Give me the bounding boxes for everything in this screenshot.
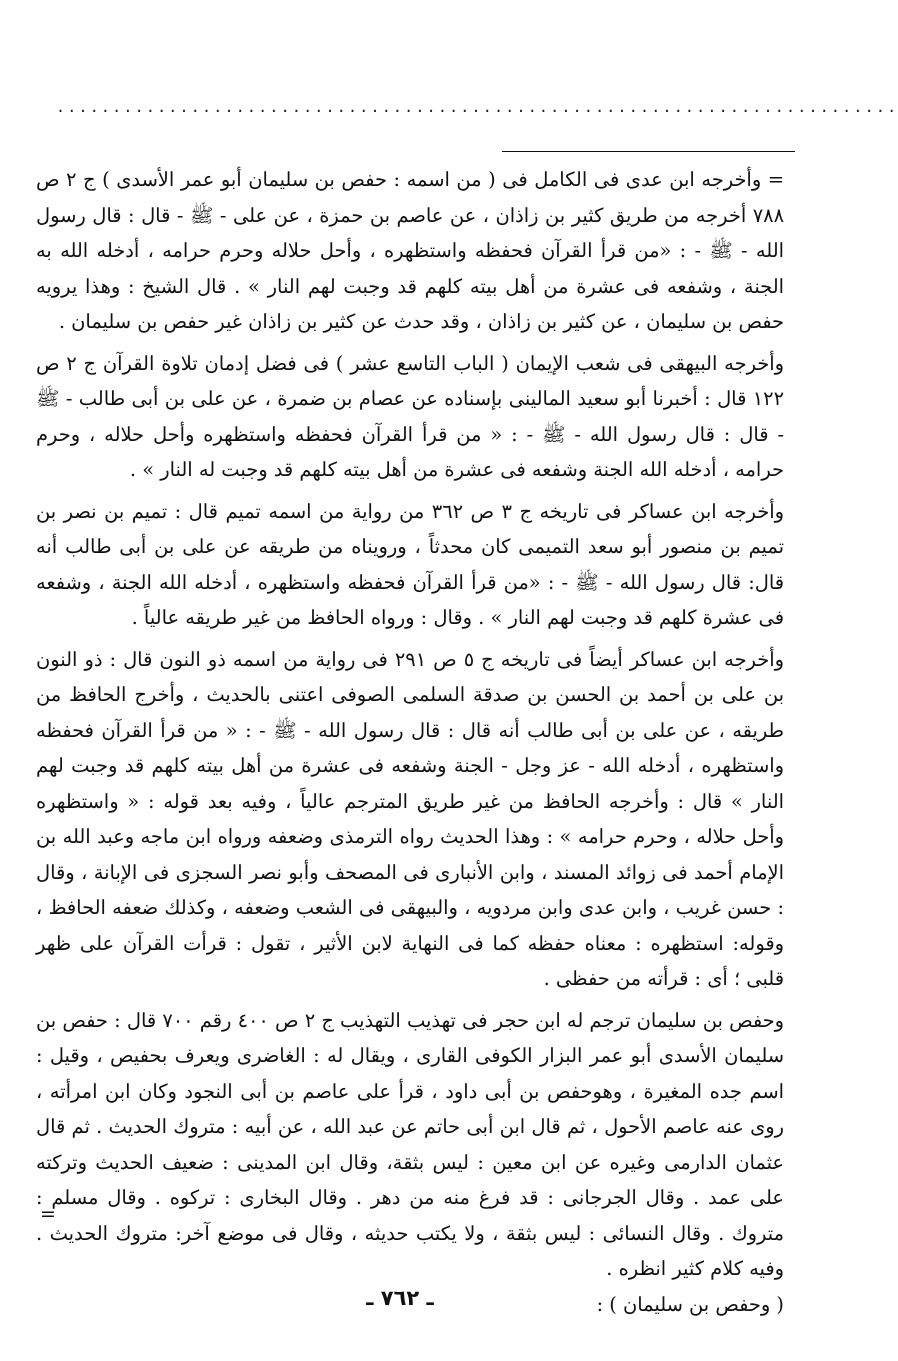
footnote-rule: [502, 151, 795, 152]
paragraph-ibn-adi: = وأخرجه ابن عدى فى الكامل فى ( من اسمه : حفص بن سليمان أبو عمر الأسدى ) ج ٢ ص ٧٨٨ أخرجه من طريق كثير بن زاذان ، عن عاصم بن حمزة ، عن على - ﷺ - قال : قال رسول الله - ﷺ - : «من قرأ القرآن فحفظه واستظهره ، وأحل حلاله وحرم حرامه ، أدخله الله به الجنة ، وشفعه فى عشرة من أهل بيته كلهم قد وجبت لهم النار » . قال الشيخ : وهذا يرويه حفص بن سليمان ، عن كثير بن زاذان ، وقد حدث عن كثير بن زاذان غير حفص بن سليمان .: [36, 168, 784, 333]
continuation-mark: =: [40, 1203, 56, 1225]
paragraph-bayhaqi: وأخرجه البيهقى فى شعب الإيمان ( الباب التاسع عشر ) فى فضل إدمان تلاوة القرآن ج ٢ ص ١٢٢ قال : أخبرنا أبو سعيد المالينى بإسناده عن عصام بن ضمرة ، عن على بن أبى طالب - ﷺ - قال : قال رسول الله - ﷺ - : « من قرأ القرآن فحفظه واستظهره وأحل حلاله ، وحرم حرامه ، أدخله الله الجنة وشفعه فى عشرة من أهل بيته كلهم قد وجبت له النار » .: [36, 351, 785, 481]
paragraph-ibn-asakir-1: وأخرجه ابن عساكر فى تاريخه ج ٣ ص ٣٦٢ من رواية من اسمه تميم قال : تميم بن نصر بن تميم بن منصور أبو سعد التميمى كان محدثاً ، ورويناه من طريقه عن على بن أبى طالب أنه قال: قال رسول الله - ﷺ - : «من قرأ القرآن فحفظه واستظهره ، أدخله الله الجنة ، وشفعه فى عشرة كلهم قد وجبت لهم النار » . وقال : ورواه الحافظ من غير طريقه عالياً .: [36, 499, 784, 629]
paragraph-continuation: ( وحفص بن سليمان ) :: [596, 1292, 784, 1316]
paragraph-hafs-biography: وحفص بن سليمان ترجم له ابن حجر فى تهذيب التهذيب ج ٢ ص ٤٠٠ رقم ٧٠٠ قال : حفص بن سليمان الأسدى أبو عمر البزار الكوفى القارى ، ويقال له : الغاضرى ويعرف بحفيص ، وقيل : اسم جده المغيرة ، وهوحفص بن أبى داود ، قرأ على عاصم بن أبى النجود وكان ابن امرأته ، روى عنه عاصم الأحول ، ثم قال ابن أبى حاتم عن عبد الله ، عن أبيه : متروك الحديث . ثم قال عثمان الدارمى وغيره عن ابن معين : ليس بثقة، وقال ابن المدينى : ضعيف الحديث وتركته على عمد . وقال الجرجانى : قد فرغ منه من دهر . وقال البخارى : تركوه . وقال مسلم : متروك . وقال النسائى : ليس بثقة ، ولا يكتب حديثه ، وقال فى موضع آخر: متروك الحديث . وفيه كلام كثير انظره .: [36, 1008, 784, 1280]
dotted-separator: ...........................................................................: [56, 98, 898, 116]
footnote-text: [36, 162, 784, 1322]
paragraph-ibn-asakir-2: وأخرجه ابن عساكر أيضاً فى تاريخه ج ٥ ص ٢٩١ فى رواية من اسمه ذو النون قال : ذو النون بن على بن أحمد بن الحسن بن صدقة السلمى الصوفى اعتنى بالحديث ، وأخرج الحافظ من طريقه ، عن على بن أبى طالب أنه قال : قال رسول الله - ﷺ - : « من قرأ القرآن فحفظه واستظهره ، أدخله الله - عز وجل - الجنة وشفعه فى عشرة من أهل بيته كلهم قد وجبت لهم النار » قال : وأخرجه الحافظ من غير طريق المترجم عالياً ، وفيه بعد قوله : « واستظهره وأحل حلاله ، وحرم حرامه » : وهذا الحديث رواه الترمذى وضعفه ورواه ابن ماجه وعبد الله بن الإمام أحمد فى زوائد المسند ، وابن الأنبارى فى المصحف وأبو نصر السجزى فى الإبانة ، وقال : حسن غريب ، وابن عدى وابن مردويه ، والبيهقى فى الشعب وضعفه ، وكذلك ضعفه الحافظ ، وقوله: استظهره : معناه حفظه كما فى النهاية لابن الأثير ، تقول : قرأت القرآن على ظهر قلبى ؛ أى : قرأته من حفظى .: [36, 647, 784, 990]
page-number: ـ ٧٦٢ ـ: [366, 1286, 434, 1310]
